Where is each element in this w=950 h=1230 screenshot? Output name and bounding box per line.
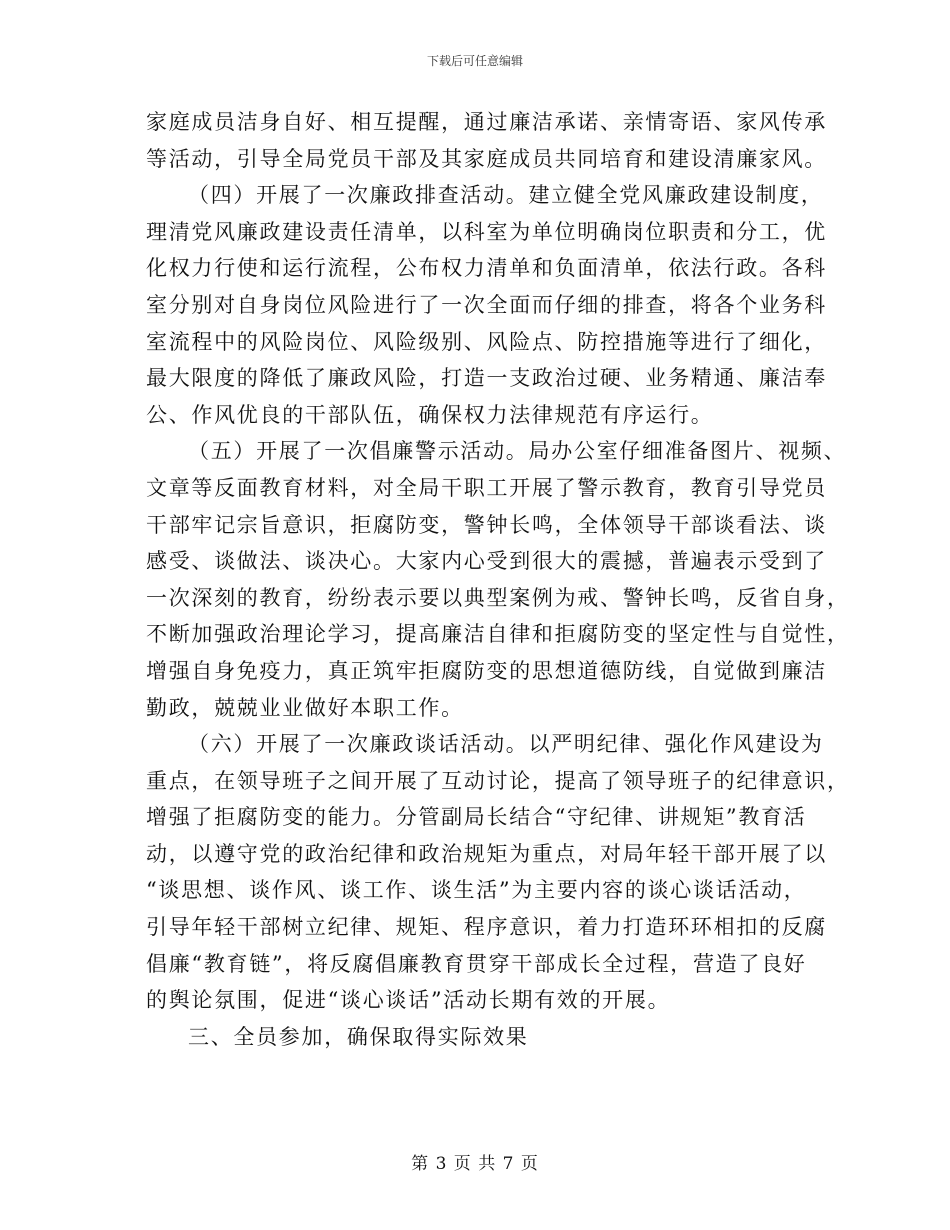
text-line: 等活动，引导全局党员干部及其家庭成员共同培育和建设清廉家风。 [146, 146, 827, 171]
text-line: 家庭成员洁身自好、相互提醒，通过廉洁承诺、亲情寄语、家风传承 [146, 110, 827, 134]
text-line: 室分别对自身岗位风险进行了一次全面而仔细的排查，将各个业务科 [146, 292, 827, 317]
paragraph-family-ethics [146, 104, 827, 177]
text-line: 化权力行使和运行流程，公布权力清单和负面清单，依法行政。各科 [146, 256, 827, 281]
text-line: （五）开展了一次倡廉警示活动。局办公室仔细准备图片、视频、 [188, 439, 847, 464]
text-line: 引导年轻干部树立纪律、规矩、程序意识，着力打造环环相扣的反腐 [146, 915, 827, 940]
paragraph-section-6 [146, 726, 850, 1019]
text-line: （六）开展了一次廉政谈话活动。以严明纪律、强化作风建设为 [188, 732, 824, 757]
text-line: （四）开展了一次廉政排查活动。建立健全党风廉政建设制度， [188, 183, 824, 208]
text-line: 最大限度的降低了廉政风险，打造一支政治过硬、业务精通、廉洁奉 [146, 366, 827, 391]
text-line: 动，以遵守党的政治纪律和政治规矩为重点，对局年轻干部开展了以 [146, 841, 827, 866]
text-line: 感受、谈做法、谈决心。大家内心受到很大的震撼，普遍表示受到了 [146, 549, 827, 574]
text-line: 室流程中的风险岗位、风险级别、风险点、防控措施等进行了细化， [146, 329, 827, 354]
text-line: 文章等反面教育材料，对全局干职工开展了警示教育，教育引导党员 [146, 475, 827, 500]
text-line: 增强自身免疫力，真正筑牢拒腐防变的思想道德防线，自觉做到廉洁 [146, 658, 827, 683]
paragraph-section-5 [146, 433, 850, 726]
text-line: 一次深刻的教育，纷纷表示要以典型案例为戒、警钟长鸣，反省自身， [146, 585, 850, 610]
page-header: 下载后可任意编辑 [426, 54, 523, 68]
text-line: 干部牢记宗旨意识，拒腐防变，警钟长鸣，全体领导干部谈看法、谈 [146, 512, 827, 537]
text-line: “谈思想、谈作风、谈工作、谈生活”为主要内容的谈心谈话活动， [146, 878, 807, 903]
text-line: 理清党风廉政建设责任清单，以科室为单位明确岗位职责和分工，优 [146, 219, 827, 244]
paragraph-section-4 [146, 177, 827, 433]
text-line: 重点，在领导班子之间开展了互动讨论，提高了领导班子的纪律意识， [146, 768, 850, 793]
document-body [146, 104, 850, 1055]
text-line: 倡廉“教育链”，将反腐倡廉教育贯穿干部成长全过程，营造了良好 [146, 951, 807, 976]
text-line: 勤政，兢兢业业做好本职工作。 [146, 695, 464, 720]
section-heading: 三、全员参加，确保取得实际效果 [188, 1024, 529, 1049]
text-line: 的舆论氛围，促进“谈心谈话”活动长期有效的开展。 [146, 988, 671, 1013]
text-line: 增强了拒腐防变的能力。分管副局长结合“守纪律、讲规矩”教育活 [146, 805, 807, 830]
page-number: 第 3 页 共 7 页 [411, 1154, 539, 1174]
text-line: 不断加强政治理论学习，提高廉洁自律和拒腐防变的坚定性与自觉性， [146, 622, 850, 647]
text-line: 公、作风优良的干部队伍，确保权力法律规范有序运行。 [146, 402, 714, 427]
